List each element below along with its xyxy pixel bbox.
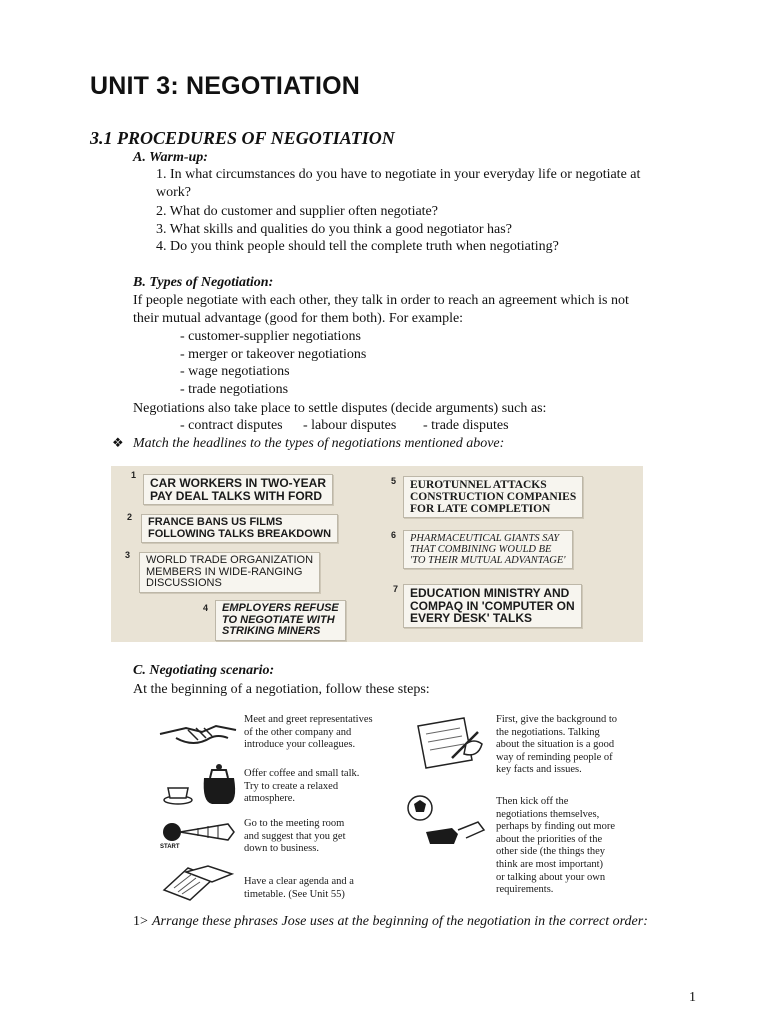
headline-number: 1 [131, 470, 137, 480]
type-example: - trade negotiations [180, 382, 289, 397]
headline-2: FRANCE BANS US FILMS FOLLOWING TALKS BREAKDOWN [141, 514, 338, 543]
scenario-step-5: First, give the background to the negotiations. Talking about the situation is a good way of reminding people of key facts and issues. [496, 714, 618, 776]
headline-number: 2 [127, 512, 133, 522]
type-example: - wage negotiations [180, 364, 290, 379]
page-number: 1 [689, 990, 696, 1005]
headline-number: 7 [393, 584, 399, 594]
start-button-icon [158, 814, 238, 858]
type-example: - customer-supplier negotiations [180, 329, 361, 344]
warmup-line: work? [156, 185, 191, 200]
scenario-step-6: Then kick off the negotiations themselves, perhaps by finding out more about the priorities of the other side (the things they think are most important) or talking about your own requirements. [496, 796, 615, 896]
warmup-line: 2. What do customer and supplier often negotiate? [156, 204, 438, 219]
types-intro: If people negotiate with each other, they talk in order to reach an agreement which is not [133, 293, 629, 308]
headline-7: EDUCATION MINISTRY AND COMPAQ IN 'COMPUTER ON EVERY DESK' TALKS [403, 584, 582, 628]
disputes-intro: Negotiations also take place to settle disputes (decide arguments) such as: [133, 401, 547, 416]
type-example: - merger or takeover negotiations [180, 347, 367, 362]
headline-4: EMPLOYERS REFUSE TO NEGOTIATE WITH STRIKING MINERS [215, 600, 346, 641]
headline-number: 4 [203, 603, 209, 613]
headline-number: 6 [391, 530, 397, 540]
scenario-step-3: Go to the meeting room and suggest that you get down to business. [244, 818, 346, 855]
scenario-step-2: Offer coffee and small talk. Try to create a relaxed atmosphere. [244, 768, 360, 805]
headline-3: WORLD TRADE ORGANIZATION MEMBERS IN WIDE-RANGING DISCUSSIONS [139, 552, 320, 593]
scenario-illustration [150, 710, 650, 905]
scenario-heading: C. Negotiating scenario: [133, 663, 275, 678]
types-intro: their mutual advantage (good for them both). For example: [133, 311, 464, 326]
headline-6: PHARMACEUTICAL GIANTS SAY THAT COMBINING WOULD BE 'TO THEIR MUTUAL ADVANTAGE' [403, 530, 573, 569]
warmup-line: 3. What skills and qualities do you think a good negotiator has? [156, 222, 512, 237]
headline-5: EUROTUNNEL ATTACKS CONSTRUCTION COMPANIES FOR LATE COMPLETION [403, 476, 583, 518]
warmup-line: 1. In what circumstances do you have to negotiate in your everyday life or negotiate at [156, 167, 641, 182]
football-icon [406, 792, 490, 852]
warmup-heading: A. Warm-up: [133, 150, 208, 165]
section-title: 3.1 PROCEDURES OF NEGOTIATION [90, 128, 395, 148]
warmup-line: 4. Do you think people should tell the complete truth when negotiating? [156, 239, 559, 254]
headline-number: 5 [391, 476, 397, 486]
arrange-task: Arrange these phrases Jose uses at the beginning of the negotiation in the correct order: [152, 914, 648, 929]
dispute-item: - labour disputes [303, 418, 397, 433]
coffee-icon [158, 762, 238, 808]
headlines-collage [111, 466, 643, 642]
unit-title: UNIT 3: NEGOTIATION [90, 72, 360, 100]
agenda-icon [158, 864, 238, 902]
types-heading: B. Types of Negotiation: [133, 275, 274, 290]
start-label: START [160, 844, 180, 850]
writing-icon [408, 714, 488, 770]
dispute-item: - trade disputes [423, 418, 509, 433]
scenario-step-1: Meet and greet representatives of the other company and introduce your colleagues. [244, 714, 373, 751]
handshake-icon [158, 714, 238, 750]
scenario-intro: At the beginning of a negotiation, follow these steps: [133, 682, 430, 697]
headline-1: CAR WORKERS IN TWO-YEAR PAY DEAL TALKS WITH FORD [143, 474, 333, 505]
bullet-icon: ❖ [112, 435, 124, 450]
scenario-step-4: Have a clear agenda and a timetable. (See Unit 55) [244, 876, 354, 900]
dispute-item: - contract disputes [180, 418, 283, 433]
arrange-task-number: 1> [133, 914, 148, 929]
headline-number: 3 [125, 550, 131, 560]
match-task: Match the headlines to the types of negotiations mentioned above: [133, 436, 505, 451]
